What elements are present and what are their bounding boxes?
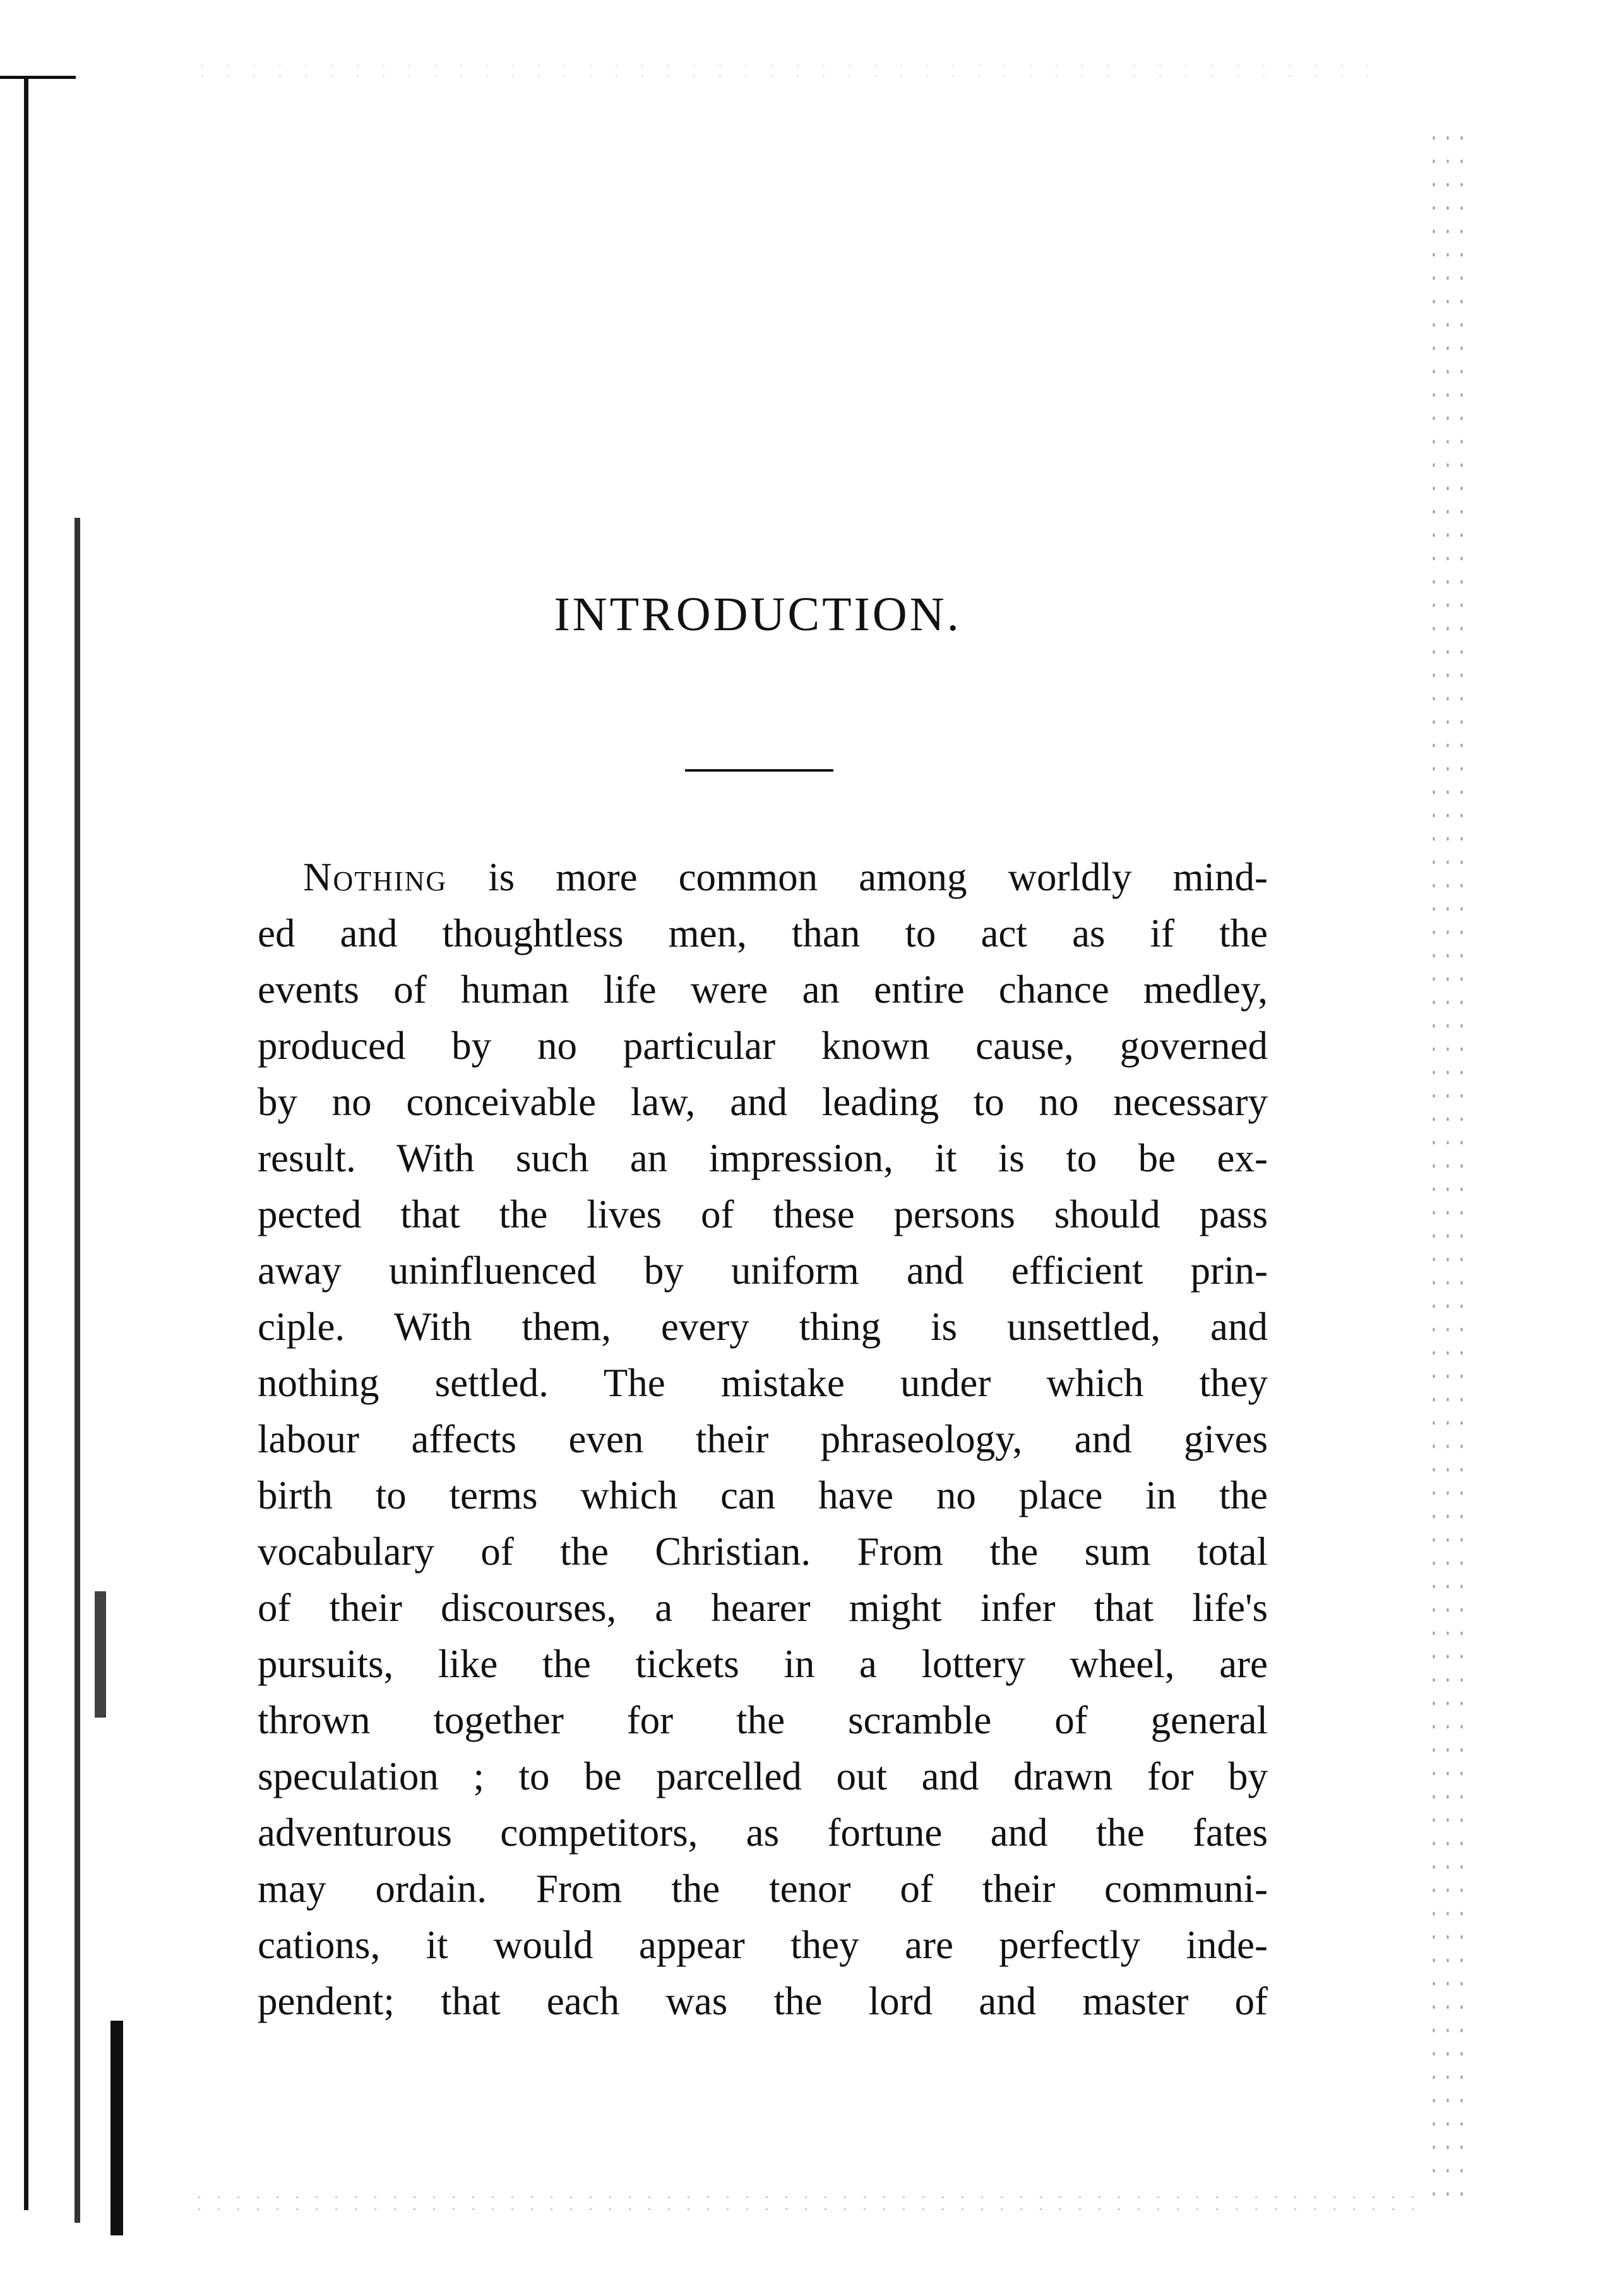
spine-line xyxy=(95,1591,106,1718)
body-paragraph xyxy=(258,849,1268,2030)
text-line: speculation ; to be parcelled out and drawn for by xyxy=(258,1754,1268,1798)
text-line: pendent; that each was the lord and master of xyxy=(258,1979,1268,2023)
text-line: labour affects even their phraseology, and gives xyxy=(258,1417,1268,1461)
text-line: of their discourses, a hearer might infer that life's xyxy=(258,1586,1268,1630)
page-edge-top xyxy=(189,60,1389,79)
text-line xyxy=(258,849,1268,906)
spine-line xyxy=(0,76,76,79)
text-line: thrown together for the scramble of general xyxy=(258,1698,1268,1742)
spine-line xyxy=(110,2021,123,2235)
text-line: cations, it would appear they are perfectly inde- xyxy=(258,1923,1268,1967)
text-line: pursuits, like the tickets in a lottery wheel, are xyxy=(258,1642,1268,1686)
binding-edge xyxy=(0,76,145,2235)
first-line-text: is more common among worldly mind- xyxy=(447,855,1268,899)
text-line: produced by no particular known cause, governed xyxy=(258,1024,1268,1068)
opening-word: Nothing xyxy=(303,855,448,899)
text-line: vocabulary of the Christian. From the sum total xyxy=(258,1529,1268,1574)
text-line: may ordain. From the tenor of their communi- xyxy=(258,1867,1268,1911)
text-line: nothing settled. The mistake under which they xyxy=(258,1361,1268,1405)
text-line: pected that the lives of these persons should pass xyxy=(258,1192,1268,1236)
chapter-title: INTRODUCTION. xyxy=(554,588,962,641)
text-line: events of human life were an entire chance medley, xyxy=(258,967,1268,1012)
page-edge-right xyxy=(1427,126,1465,2210)
text-line: adventurous competitors, as fortune and the fates xyxy=(258,1810,1268,1855)
text-line: ciple. With them, every thing is unsettled, and xyxy=(258,1305,1268,1349)
text-line: away uninfluenced by uniform and efficient prin- xyxy=(258,1248,1268,1293)
text-line: ed and thoughtless men, than to act as if the xyxy=(258,911,1268,955)
spine-line xyxy=(24,76,28,2210)
text-line: result. With such an impression, it is to be ex- xyxy=(258,1136,1268,1180)
spine-line xyxy=(75,518,80,2223)
title-rule xyxy=(685,769,833,772)
text-line: birth to terms which can have no place in the xyxy=(258,1473,1268,1517)
page-edge-bottom xyxy=(189,2191,1421,2216)
text-line: by no conceivable law, and leading to no necessary xyxy=(258,1080,1268,1124)
